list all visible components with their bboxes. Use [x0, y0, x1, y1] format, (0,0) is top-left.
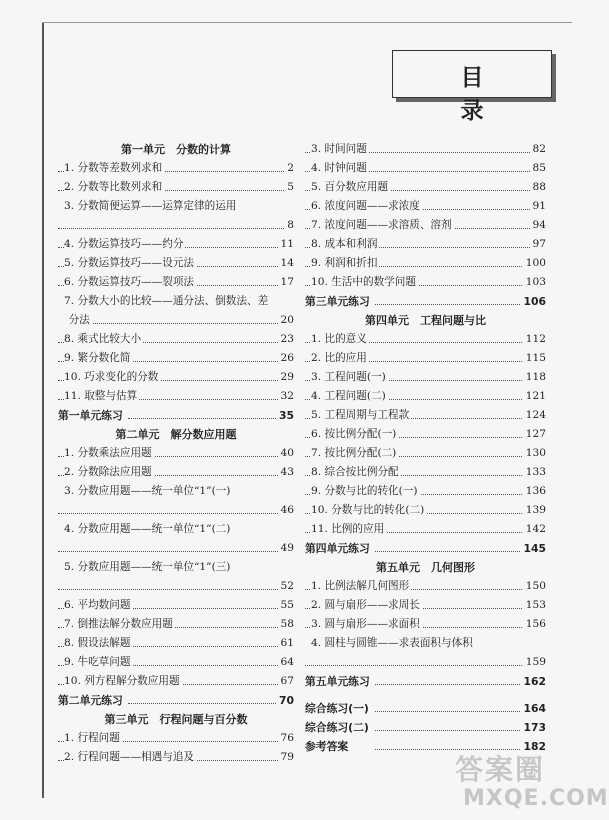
- toc-page-number: 43: [278, 463, 294, 482]
- toc-entry: [305, 406, 546, 425]
- toc-entry-title: 11. 取整与估算: [64, 387, 139, 406]
- toc-entry-title: 10. 列方程解分数应用题: [64, 672, 182, 691]
- toc-page-number: 124: [523, 406, 546, 425]
- toc-entry: [305, 482, 546, 501]
- page-border-left: [42, 22, 44, 798]
- toc-practice-entry: [305, 718, 546, 737]
- toc-page-number: 136: [523, 482, 546, 501]
- toc-practice-entry: [58, 406, 294, 425]
- toc-entry-title: 1. 行程问题: [64, 729, 122, 748]
- toc-page-number: 23: [278, 330, 294, 349]
- toc-dot-leader: [128, 703, 294, 704]
- toc-entry: [305, 368, 546, 387]
- toc-entry-title: 5. 分数运算技巧——设元法: [64, 254, 196, 273]
- toc-page-number: 153: [523, 596, 546, 615]
- toc-entry: [58, 615, 294, 634]
- toc-page-number: 58: [278, 615, 294, 634]
- toc-entry: [58, 634, 294, 653]
- toc-entry-title: 3. 分数简便运算——运算定律的运用: [64, 197, 238, 216]
- toc-page-number: 82: [530, 140, 546, 159]
- toc-entry-title: 7. 分数大小的比较——通分法、倒数法、差: [64, 292, 270, 311]
- toc-entry-title: 综合练习(一): [305, 699, 371, 718]
- toc-page-number: 121: [523, 387, 546, 406]
- toc-page-number: 17: [278, 273, 294, 292]
- toc-page-number: 29: [278, 368, 294, 387]
- toc-entry-title: 6. 平均数问题: [64, 596, 132, 615]
- toc-entry-title: 10. 巧求变化的分数: [64, 368, 160, 387]
- toc-entry: [305, 197, 546, 216]
- toc-page-number: 35: [276, 406, 294, 425]
- toc-page-number: 173: [520, 718, 546, 737]
- toc-page-number: 142: [523, 520, 546, 539]
- toc-entry: [58, 520, 294, 558]
- toc-entry-title: 7. 按比例分配(二): [311, 444, 398, 463]
- toc-page-number: 2: [284, 159, 294, 178]
- toc-entry: [305, 159, 546, 178]
- toc-entry-title: 1. 比的意义: [311, 330, 369, 349]
- toc-entry: [58, 444, 294, 463]
- toc-entry-title: 2. 比的应用: [311, 349, 369, 368]
- toc-page-number: 106: [520, 292, 546, 311]
- toc-entry-title: 7. 浓度问题——求溶质、溶剂: [311, 216, 454, 235]
- toc-entry: [58, 197, 294, 235]
- watermark-text-bottom: MXQE.COM: [463, 786, 609, 811]
- toc-dot-leader: [128, 418, 294, 419]
- toc-page-number: 32: [278, 387, 294, 406]
- toc-entry-title: 4. 分数运算技巧——约分: [64, 235, 185, 254]
- toc-entry-title: 2. 行程问题——相遇与追及: [64, 748, 196, 767]
- toc-entry-title: 10. 生活中的数学问题: [311, 273, 418, 292]
- toc-entry: [58, 159, 294, 178]
- toc-entry: [58, 482, 294, 520]
- toc-entry-title: 5. 工程周期与工程款: [311, 406, 411, 425]
- toc-entry: [305, 235, 546, 254]
- toc-entry: [305, 615, 546, 634]
- toc-right-column: [305, 140, 546, 756]
- toc-page-number: 49: [278, 539, 294, 558]
- toc-entry-title: 4. 工程问题(二): [311, 387, 388, 406]
- toc-page-number: 150: [523, 577, 546, 596]
- toc-entry-title: 8. 成本和利润: [311, 235, 379, 254]
- toc-unit-heading: 第一单元 分数的计算: [121, 143, 231, 156]
- toc-entry-title: 9. 分数与比的转化(一): [311, 482, 420, 501]
- toc-page-number: 133: [523, 463, 546, 482]
- toc-dot-leader: [58, 551, 294, 552]
- toc-entry: [305, 463, 546, 482]
- toc-page-number: 52: [278, 577, 294, 596]
- toc-entry-title: 2. 分数等比数列求和: [64, 178, 164, 197]
- toc-entry-title: 3. 时间问题: [311, 140, 369, 159]
- toc-entry: [58, 558, 294, 596]
- toc-page-number: 14: [278, 254, 294, 273]
- toc-entry-title: 第一单元练习: [58, 406, 125, 425]
- toc-entry: [58, 292, 294, 330]
- toc-entry-title: 4. 圆柱与圆锥——求表面积与体积: [311, 634, 475, 653]
- toc-entry-title: 8. 综合按比例分配: [311, 463, 401, 482]
- toc-page-number: 162: [520, 672, 546, 691]
- toc-entry: [58, 254, 294, 273]
- toc-page-number: 79: [278, 748, 294, 767]
- toc-page-number: 20: [278, 311, 294, 330]
- toc-page-number: 118: [523, 368, 546, 387]
- toc-entry-title: 6. 浓度问题——求浓度: [311, 197, 422, 216]
- toc-entry-title: 1. 分数乘法应用题: [64, 444, 154, 463]
- toc-entry: [58, 463, 294, 482]
- toc-entry-title: 1. 分数等差数列求和: [64, 159, 164, 178]
- toc-entry: [305, 178, 546, 197]
- toc-entry-title: 9. 繁分数化简: [64, 349, 132, 368]
- page-title: 目 录: [460, 65, 520, 124]
- toc-page-number: 61: [278, 634, 294, 653]
- toc-entry: [305, 501, 546, 520]
- toc-unit-heading: 第二单元 解分数应用题: [115, 428, 237, 441]
- toc-entry-title: 3. 工程问题(一): [311, 368, 388, 387]
- toc-entry: [58, 349, 294, 368]
- toc-dot-leader: [58, 589, 294, 590]
- toc-dot-leader: [58, 513, 294, 514]
- toc-entry-title: 第五单元练习: [305, 672, 372, 691]
- toc-page-number: 88: [530, 178, 546, 197]
- toc-entry-title: 9. 牛吃草问题: [64, 653, 132, 672]
- toc-entry-title: 7. 倒推法解分数应用题: [64, 615, 175, 634]
- toc-entry-title: 9. 利润和折扣: [311, 254, 379, 273]
- page-border-top: [42, 22, 572, 23]
- toc-dot-leader: [305, 665, 546, 666]
- toc-page-number: 55: [278, 596, 294, 615]
- toc-page-number: 115: [523, 349, 546, 368]
- toc-page-number: 46: [278, 501, 294, 520]
- toc-entry-title: 参考答案: [305, 737, 350, 756]
- toc-page-number: 64: [278, 653, 294, 672]
- toc-entry-title: 第二单元练习: [58, 691, 125, 710]
- toc-entry-title: 3. 圆与扇形——求面积: [311, 615, 422, 634]
- toc-unit-heading: 第四单元 工程问题与比: [365, 314, 486, 327]
- toc-practice-entry: [305, 672, 546, 691]
- title-box: [392, 50, 552, 124]
- toc-entry: [58, 672, 294, 691]
- toc-entry: [58, 596, 294, 615]
- toc-entry-title: 8. 假设法解题: [64, 634, 132, 653]
- toc-entry: [58, 330, 294, 349]
- toc-entry: [58, 178, 294, 197]
- toc-entry: [305, 577, 546, 596]
- toc-page-number: 164: [520, 699, 546, 718]
- toc-page-number: 159: [523, 653, 546, 672]
- toc-page-number: 156: [523, 615, 546, 634]
- toc-page-number: 5: [284, 178, 294, 197]
- toc-practice-entry: [305, 292, 546, 311]
- toc-entry: [305, 254, 546, 273]
- toc-entry: [58, 387, 294, 406]
- toc-entry: [305, 444, 546, 463]
- toc-unit-heading: 第三单元 行程问题与百分数: [104, 713, 248, 726]
- toc-page-number: 94: [530, 216, 546, 235]
- toc-entry: [305, 216, 546, 235]
- toc-page-number: 182: [520, 737, 546, 756]
- toc-entry-title: 第三单元练习: [305, 292, 372, 311]
- toc-page-number: 8: [284, 216, 294, 235]
- toc-entry-title: 4. 时钟问题: [311, 159, 369, 178]
- toc-practice-entry: [305, 699, 546, 718]
- toc-entry: [58, 273, 294, 292]
- toc-entry-title: 8. 乘式比较大小: [64, 330, 143, 349]
- toc-entry: [58, 368, 294, 387]
- watermark-text-top: 答案圈: [455, 753, 546, 786]
- toc-spacer: [305, 691, 546, 699]
- toc-entry: [58, 748, 294, 767]
- toc-entry: [58, 235, 294, 254]
- toc-page-number: 70: [276, 691, 294, 710]
- toc-entry-title: 1. 比例法解几何图形: [311, 577, 411, 596]
- toc-entry-title: 6. 按比例分配(一): [311, 425, 398, 444]
- toc-page-number: 91: [530, 197, 546, 216]
- toc-entry-title: 第四单元练习: [305, 539, 372, 558]
- toc-entry: [58, 729, 294, 748]
- toc-entry: [305, 520, 546, 539]
- toc-left-column: [58, 140, 294, 767]
- toc-entry: [305, 387, 546, 406]
- toc-entry-title: 11. 比例的应用: [311, 520, 386, 539]
- watermark-logo: [455, 748, 609, 818]
- toc-entry: [305, 140, 546, 159]
- toc-practice-entry: [305, 539, 546, 558]
- toc-entry: [305, 596, 546, 615]
- toc-entry-title: 3. 分数应用题——统一单位“1”(一): [64, 482, 232, 501]
- toc-entry-title: 4. 分数应用题——统一单位“1”(二): [64, 520, 232, 539]
- toc-entry: [305, 425, 546, 444]
- toc-entry-title-continued: 分法: [58, 311, 92, 330]
- toc-page-number: 130: [523, 444, 546, 463]
- toc-page-number: 139: [523, 501, 546, 520]
- toc-page-number: 127: [523, 425, 546, 444]
- toc-page-number: 103: [523, 273, 546, 292]
- toc-entry: [305, 330, 546, 349]
- toc-page-number: 85: [530, 159, 546, 178]
- toc-entry-title: 5. 百分数应用题: [311, 178, 390, 197]
- toc-page-number: 112: [523, 330, 546, 349]
- toc-entry: [58, 653, 294, 672]
- toc-unit-heading: 第五单元 几何图形: [376, 561, 475, 574]
- toc-dot-leader: [58, 323, 294, 324]
- toc-page-number: 11: [278, 235, 294, 254]
- toc-entry-title: 综合练习(二): [305, 718, 371, 737]
- toc-page-number: 145: [520, 539, 546, 558]
- toc-entry: [305, 634, 546, 672]
- toc-practice-entry: [58, 691, 294, 710]
- toc-entry: [305, 349, 546, 368]
- toc-entry-title: 10. 分数与比的转化(二): [311, 501, 426, 520]
- toc-page-number: 26: [278, 349, 294, 368]
- toc-entry-title: 5. 分数应用题——统一单位“1”(三): [64, 558, 232, 577]
- toc-page-number: 76: [278, 729, 294, 748]
- toc-entry-title: 2. 分数除法应用题: [64, 463, 154, 482]
- toc-page-number: 67: [278, 672, 294, 691]
- toc-entry-title: 6. 分数运算技巧——裂项法: [64, 273, 196, 292]
- toc-page-number: 100: [523, 254, 546, 273]
- toc-dot-leader: [58, 228, 294, 229]
- toc-page-number: 97: [530, 235, 546, 254]
- toc-entry: [305, 273, 546, 292]
- toc-entry-title: 2. 圆与扇形——求周长: [311, 596, 422, 615]
- toc-page-number: 40: [278, 444, 294, 463]
